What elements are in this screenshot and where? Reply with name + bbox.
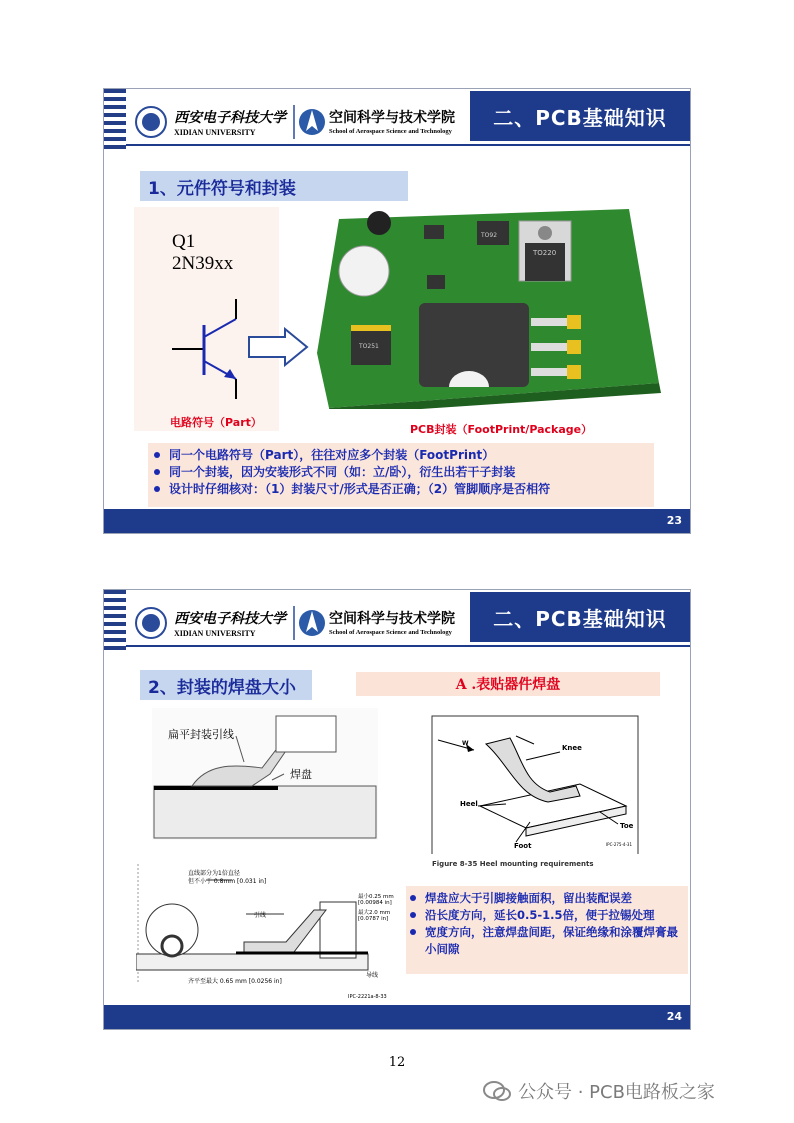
wechat-icon <box>482 1079 512 1103</box>
bullet-item: 宽度方向，注意焊盘间距，保证绝缘和涂覆焊膏最小间隙 <box>410 924 688 958</box>
flat-lead-diagram <box>152 708 378 840</box>
label-ipc-ref: IPC-275-4-31 <box>606 842 632 847</box>
logo-area <box>134 101 474 143</box>
slide-subtitle: 2、封装的焊盘大小 <box>140 670 312 700</box>
slide-24 <box>103 589 691 1030</box>
bullet-item: 沿长度方向，延长0.5-1.5倍，便于拉锡处理 <box>410 907 688 924</box>
label-knee: Knee <box>562 744 582 752</box>
label-toe: Toe <box>620 822 634 830</box>
pcb-label-to251: TO251 <box>359 343 379 350</box>
lead-text: 引线 <box>254 912 267 919</box>
flush-note: 齐平至最大 0.65 mm [0.0256 in] <box>188 978 282 985</box>
header-rule <box>126 144 690 146</box>
logo-area <box>134 602 474 644</box>
figure-caption: Figure 8-35 Heel mounting requirements <box>432 860 594 868</box>
school-name-cn: 空间科学与技术学院 <box>329 110 455 126</box>
note-2: 但不小于 0.8mm [0.031 in] <box>188 878 267 885</box>
label-foot: Foot <box>514 842 532 850</box>
slide-23 <box>103 88 691 534</box>
lead-dimension-diagram <box>136 862 406 1004</box>
min-dimension-in: [0.00984 in] <box>358 900 392 906</box>
slide-page-number: 23 <box>666 514 682 527</box>
symbol-part: 2N39xx <box>172 253 234 274</box>
bullet-item: 同一个电路符号（Part），往往对应多个封装（FootPrint） <box>154 447 654 464</box>
university-name-en: XIDIAN UNIVERSITY <box>174 629 256 638</box>
footer-bar <box>104 509 690 533</box>
label-heel: Heel <box>460 800 478 808</box>
school-name-cn: 空间科学与技术学院 <box>329 611 455 627</box>
min-dimension: 最小0.25 mm <box>358 894 394 900</box>
heel-mounting-diagram <box>430 714 640 854</box>
max-dimension: 最大2.0 mm <box>358 910 391 916</box>
note-1: 直线部分为1倍直径 <box>188 870 240 877</box>
symbol-panel <box>134 207 279 431</box>
heel-mounting-drawing <box>430 714 640 854</box>
bullet-list <box>148 443 654 507</box>
section-title: 二、PCB基础知识 <box>470 91 690 141</box>
max-dimension-in: [0.0787 in] <box>358 916 389 922</box>
header-stripes <box>104 89 126 151</box>
footer-bar <box>104 1005 690 1029</box>
page-number: 12 <box>388 1055 406 1070</box>
slide-subtitle: 1、元件符号和封装 <box>140 171 408 201</box>
school-name-en: School of Aerospace Science and Technology <box>329 629 452 636</box>
bullet-list <box>406 886 688 974</box>
ipc-ref: IPC-2221a-8-33 <box>348 994 387 1000</box>
watermark <box>482 1078 715 1104</box>
symbol-caption: 电路符号（Part） <box>170 416 262 429</box>
sub-heading: A .表贴器件焊盘 <box>356 672 660 696</box>
university-name-en: XIDIAN UNIVERSITY <box>174 128 256 137</box>
slide-page-number: 24 <box>666 1010 682 1023</box>
pad-text: 导线 <box>366 972 379 979</box>
pcb-label-to92: TO92 <box>481 232 498 239</box>
bullet-item: 设计时仔细核对：（1）封装尺寸/形式是否正确；（2）管脚顺序是否相符 <box>154 481 654 498</box>
arrow-icon <box>247 327 309 367</box>
school-name-en: School of Aerospace Science and Technology <box>329 128 452 135</box>
section-title: 二、PCB基础知识 <box>470 592 690 642</box>
header-stripes <box>104 590 126 652</box>
pcb-board-illustration <box>309 203 669 409</box>
pcb-label-to220: TO220 <box>533 249 557 257</box>
header-rule <box>126 645 690 647</box>
lead-label: 扁平封装引线 <box>168 729 234 741</box>
pcb-caption: PCB封装（FootPrint/Package） <box>410 423 593 436</box>
university-name-cn: 西安电子科技大学 <box>174 110 286 126</box>
bullet-item: 焊盘应大于引脚接触面积，留出装配误差 <box>410 890 688 907</box>
bullet-item: 同一个封装，因为安装形式不同（如：立/卧），衍生出若干子封装 <box>154 464 654 481</box>
university-name-cn: 西安电子科技大学 <box>174 611 286 627</box>
label-w: W <box>462 740 469 747</box>
pad-label: 焊盘 <box>290 769 312 781</box>
watermark-text: 公众号 · PCB电路板之家 <box>518 1082 715 1103</box>
symbol-ref: Q1 <box>172 231 196 252</box>
